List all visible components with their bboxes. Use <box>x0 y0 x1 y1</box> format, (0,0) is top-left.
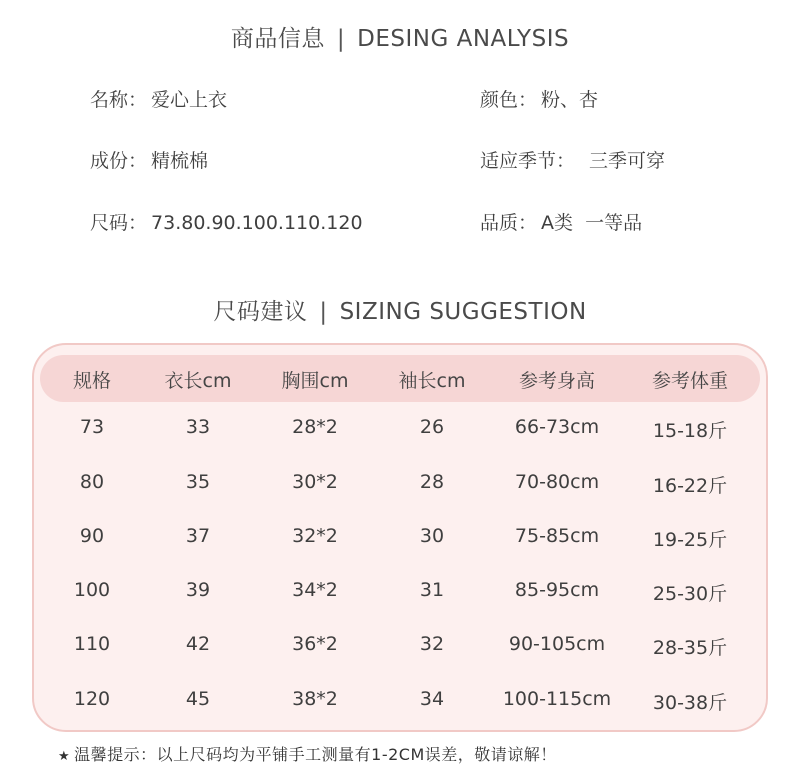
table-cell: 31 <box>419 579 445 601</box>
sizing-title <box>0 293 800 326</box>
table-cell: 85-95cm <box>514 579 600 601</box>
table-cell: 75-85cm <box>514 525 600 547</box>
info-label: 品质： <box>480 212 538 234</box>
info-label: 名称： <box>90 89 148 111</box>
info-size <box>90 208 363 235</box>
table-cell: 70-80cm <box>514 471 600 493</box>
table-cell: 90-105cm <box>508 633 606 655</box>
info-label: 成份： <box>90 150 148 172</box>
header-sleeve: 袖长cm <box>398 370 466 392</box>
info-value: 精梳棉 <box>151 150 209 172</box>
table-cell: 34 <box>419 688 445 710</box>
table-cell: 19-25斤 <box>652 529 728 551</box>
table-cell: 66-73cm <box>514 416 600 438</box>
table-cell: 100-115cm <box>502 688 612 710</box>
table-cell: 30*2 <box>292 471 338 493</box>
sizing-title-cn: 尺码建议 <box>213 299 308 325</box>
title-separator: | <box>319 299 328 325</box>
table-cell: 37 <box>185 525 211 547</box>
note-text: 温馨提示：以上尺码均为平铺手工测量有1-2CM误差，敬请谅解！ <box>74 745 557 764</box>
info-value: A类 一等品 <box>541 212 643 234</box>
info-color <box>480 85 598 112</box>
title-separator: | <box>336 26 346 52</box>
star-icon: ★ <box>58 749 71 764</box>
table-cell: 34*2 <box>292 579 338 601</box>
product-info-title <box>0 20 800 53</box>
table-cell: 15-18斤 <box>652 420 728 442</box>
info-value: 爱心上衣 <box>151 89 228 111</box>
table-cell: 73 <box>79 416 105 438</box>
info-label: 尺码： <box>90 212 148 234</box>
info-value: 粉、杏 <box>541 89 599 111</box>
table-cell: 120 <box>73 688 111 710</box>
product-info-title-en: DESING ANALYSIS <box>357 26 570 52</box>
table-cell: 90 <box>79 525 105 547</box>
header-height: 参考身高 <box>518 370 596 392</box>
table-cell: 32 <box>419 633 445 655</box>
table-cell: 28*2 <box>292 416 338 438</box>
header-length: 衣长cm <box>164 370 232 392</box>
info-quality <box>480 208 642 235</box>
table-cell: 33 <box>185 416 211 438</box>
table-cell: 38*2 <box>292 688 338 710</box>
table-cell: 36*2 <box>292 633 338 655</box>
table-cell: 32*2 <box>292 525 338 547</box>
header-spec: 规格 <box>72 370 112 392</box>
table-cell: 100 <box>73 579 111 601</box>
sizing-title-en: SIZING SUGGESTION <box>339 299 587 325</box>
table-cell: 28-35斤 <box>652 637 728 659</box>
table-cell: 39 <box>185 579 211 601</box>
info-label: 适应季节： <box>480 150 576 172</box>
info-value: 73.80.90.100.110.120 <box>151 212 363 234</box>
table-cell: 28 <box>419 471 445 493</box>
info-season <box>480 146 665 173</box>
table-cell: 80 <box>79 471 105 493</box>
table-cell: 30 <box>419 525 445 547</box>
info-name <box>90 85 227 112</box>
table-cell: 30-38斤 <box>652 692 728 714</box>
table-cell: 26 <box>419 416 445 438</box>
table-cell: 35 <box>185 471 211 493</box>
table-cell: 16-22斤 <box>652 475 728 497</box>
header-chest: 胸围cm <box>281 370 349 392</box>
table-cell: 25-30斤 <box>652 583 728 605</box>
table-cell: 110 <box>73 633 111 655</box>
product-info-title-cn: 商品信息 <box>230 26 325 52</box>
info-label: 颜色： <box>480 89 538 111</box>
header-weight: 参考体重 <box>651 370 729 392</box>
info-value: 三季可穿 <box>589 150 666 172</box>
table-cell: 45 <box>185 688 211 710</box>
measurement-note <box>58 742 557 765</box>
info-material <box>90 146 208 173</box>
table-cell: 42 <box>185 633 211 655</box>
